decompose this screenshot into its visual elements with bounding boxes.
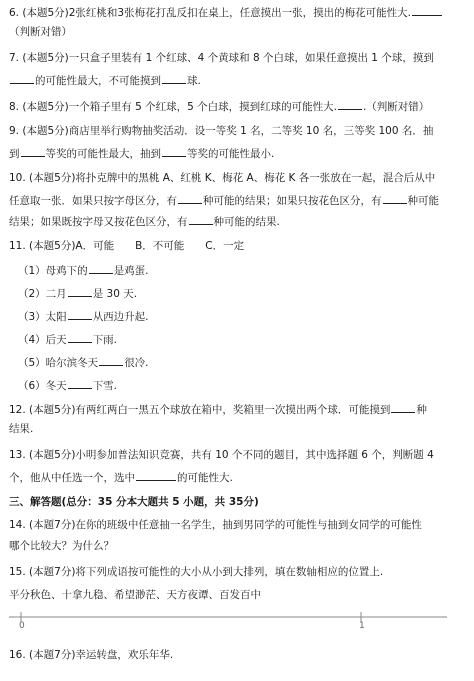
answer-blank[interactable]: [162, 145, 186, 157]
question-15-text: 15. (本题7分)将下列成语按可能性的大小从小到大排列，填在数轴相应的位置上.: [9, 566, 384, 578]
question-13: [9, 448, 466, 462]
question-10-line2: 任意取一张．如果只按字母区分，有 种可能的结果；如果只按花色区分，有 种可能: [9, 192, 466, 208]
question-6-text: 6. (本题5分)2张红桃和3张梅花打乱反扣在桌上，任意摸出一张，摸出的梅花可能性大.: [9, 7, 411, 19]
question-9-text: 9. (本题5分)商店里举行购物抽奖活动．设一等奖 1 名，二等奖 10 名，三等奖 100 名．抽: [9, 125, 434, 137]
question-14-text: 14. (本题7分)在你的班级中任意抽一名学生，抽到男同学的可能性与抽到女同学的可能性: [9, 519, 422, 531]
question-12-text: 12. (本题5分)有两红两白一黑五个球放在箱中，奖箱里一次摸出两个球．可能摸到: [9, 404, 391, 416]
question-11-item: （4）后天 下雨.: [18, 331, 466, 347]
question-9-line2: 到 等奖的可能性最大，抽到 等奖的可能性最小.: [9, 145, 466, 161]
question-8-text: 8. (本题5分)一个箱子里有 5 个红球，5 个白球，摸到红球的可能性大.: [9, 101, 337, 113]
answer-blank[interactable]: [68, 308, 92, 320]
answer-blank[interactable]: [68, 331, 92, 343]
question-11: [9, 239, 466, 253]
answer-blank[interactable]: [178, 192, 202, 204]
question-14-line2: 哪个比较大？为什么？: [9, 540, 114, 552]
question-11-item: （1）母鸡下的 是鸡蛋.: [18, 262, 466, 278]
answer-blank[interactable]: [162, 72, 186, 84]
question-7-line2: 的可能性最大，不可能摸到 球.: [9, 72, 466, 88]
question-16: [9, 648, 466, 662]
question-11-text: 11. (本题5分)A．可能 B．不可能 C．一定: [9, 240, 245, 252]
answer-blank[interactable]: [68, 377, 92, 389]
answer-blank[interactable]: [68, 285, 92, 297]
question-15-idioms: 平分秋色、十拿九稳、希望渺茫、天方夜谭、百发百中: [9, 589, 261, 601]
question-13-line2: 个，他从中任选一个，选中 的可能性大.: [9, 469, 466, 485]
answer-blank[interactable]: [383, 192, 407, 204]
question-15: [9, 565, 466, 579]
number-line-axis: [9, 609, 449, 635]
answer-blank[interactable]: [136, 469, 176, 481]
answer-blank[interactable]: [10, 72, 34, 84]
question-7: [9, 51, 466, 65]
question-11-item: （5）哈尔滨冬天 很冷.: [18, 354, 466, 370]
question-12: 12. (本题5分)有两红两白一黑五个球放在箱中，奖箱里一次摸出两个球．可能摸到 种: [9, 401, 466, 417]
question-11-item: （6）冬天 下雪.: [18, 377, 466, 393]
answer-blank[interactable]: [338, 98, 362, 110]
question-10-line3: 结果；如果既按字母又按花色区分，有 种可能的结果.: [9, 213, 466, 229]
question-10: [9, 171, 466, 185]
question-13-text: 13. (本题5分)小明参加普法知识竞赛，共有 10 个不同的题目，其中选择题 6 个，判断题 4: [9, 449, 434, 461]
answer-blank[interactable]: [412, 4, 442, 16]
answer-blank[interactable]: [99, 354, 123, 366]
question-11-item: （2）二月 是 30 天.: [18, 285, 466, 301]
answer-blank[interactable]: [391, 401, 415, 413]
answer-blank[interactable]: [21, 145, 45, 157]
question-8: 8. (本题5分)一个箱子里有 5 个红球，5 个白球，摸到红球的可能性大. .（判断对错）: [9, 98, 466, 114]
question-16-text: 16. (本题7分)幸运转盘，欢乐年华.: [9, 649, 174, 661]
section-heading: 三、解答题(总分：35 分本大题共 5 小题，共 35分): [9, 496, 259, 508]
answer-blank[interactable]: [89, 262, 113, 274]
axis-label-end: 1: [359, 621, 365, 631]
question-6-note: （判断对错）: [9, 26, 72, 38]
number-line[interactable]: [9, 609, 449, 635]
question-11-item: （3）太阳 从西边升起.: [18, 308, 466, 324]
question-10-text: 10. (本题5分)将扑克牌中的黑桃 A、红桃 K、梅花 A、梅花 K 各一张放在一起，混合后从中: [9, 172, 436, 184]
axis-label-start: 0: [19, 621, 25, 631]
question-14: [9, 518, 466, 532]
question-12-line2: 结果.: [9, 423, 34, 435]
question-9: [9, 124, 466, 138]
question-7-text: 7. (本题5分)一只盒子里装有 1 个红球、4 个黄球和 8 个白球，如果任意摸出 1 个球，摸到: [9, 52, 434, 64]
question-6: [9, 4, 466, 20]
answer-blank[interactable]: [189, 213, 213, 225]
